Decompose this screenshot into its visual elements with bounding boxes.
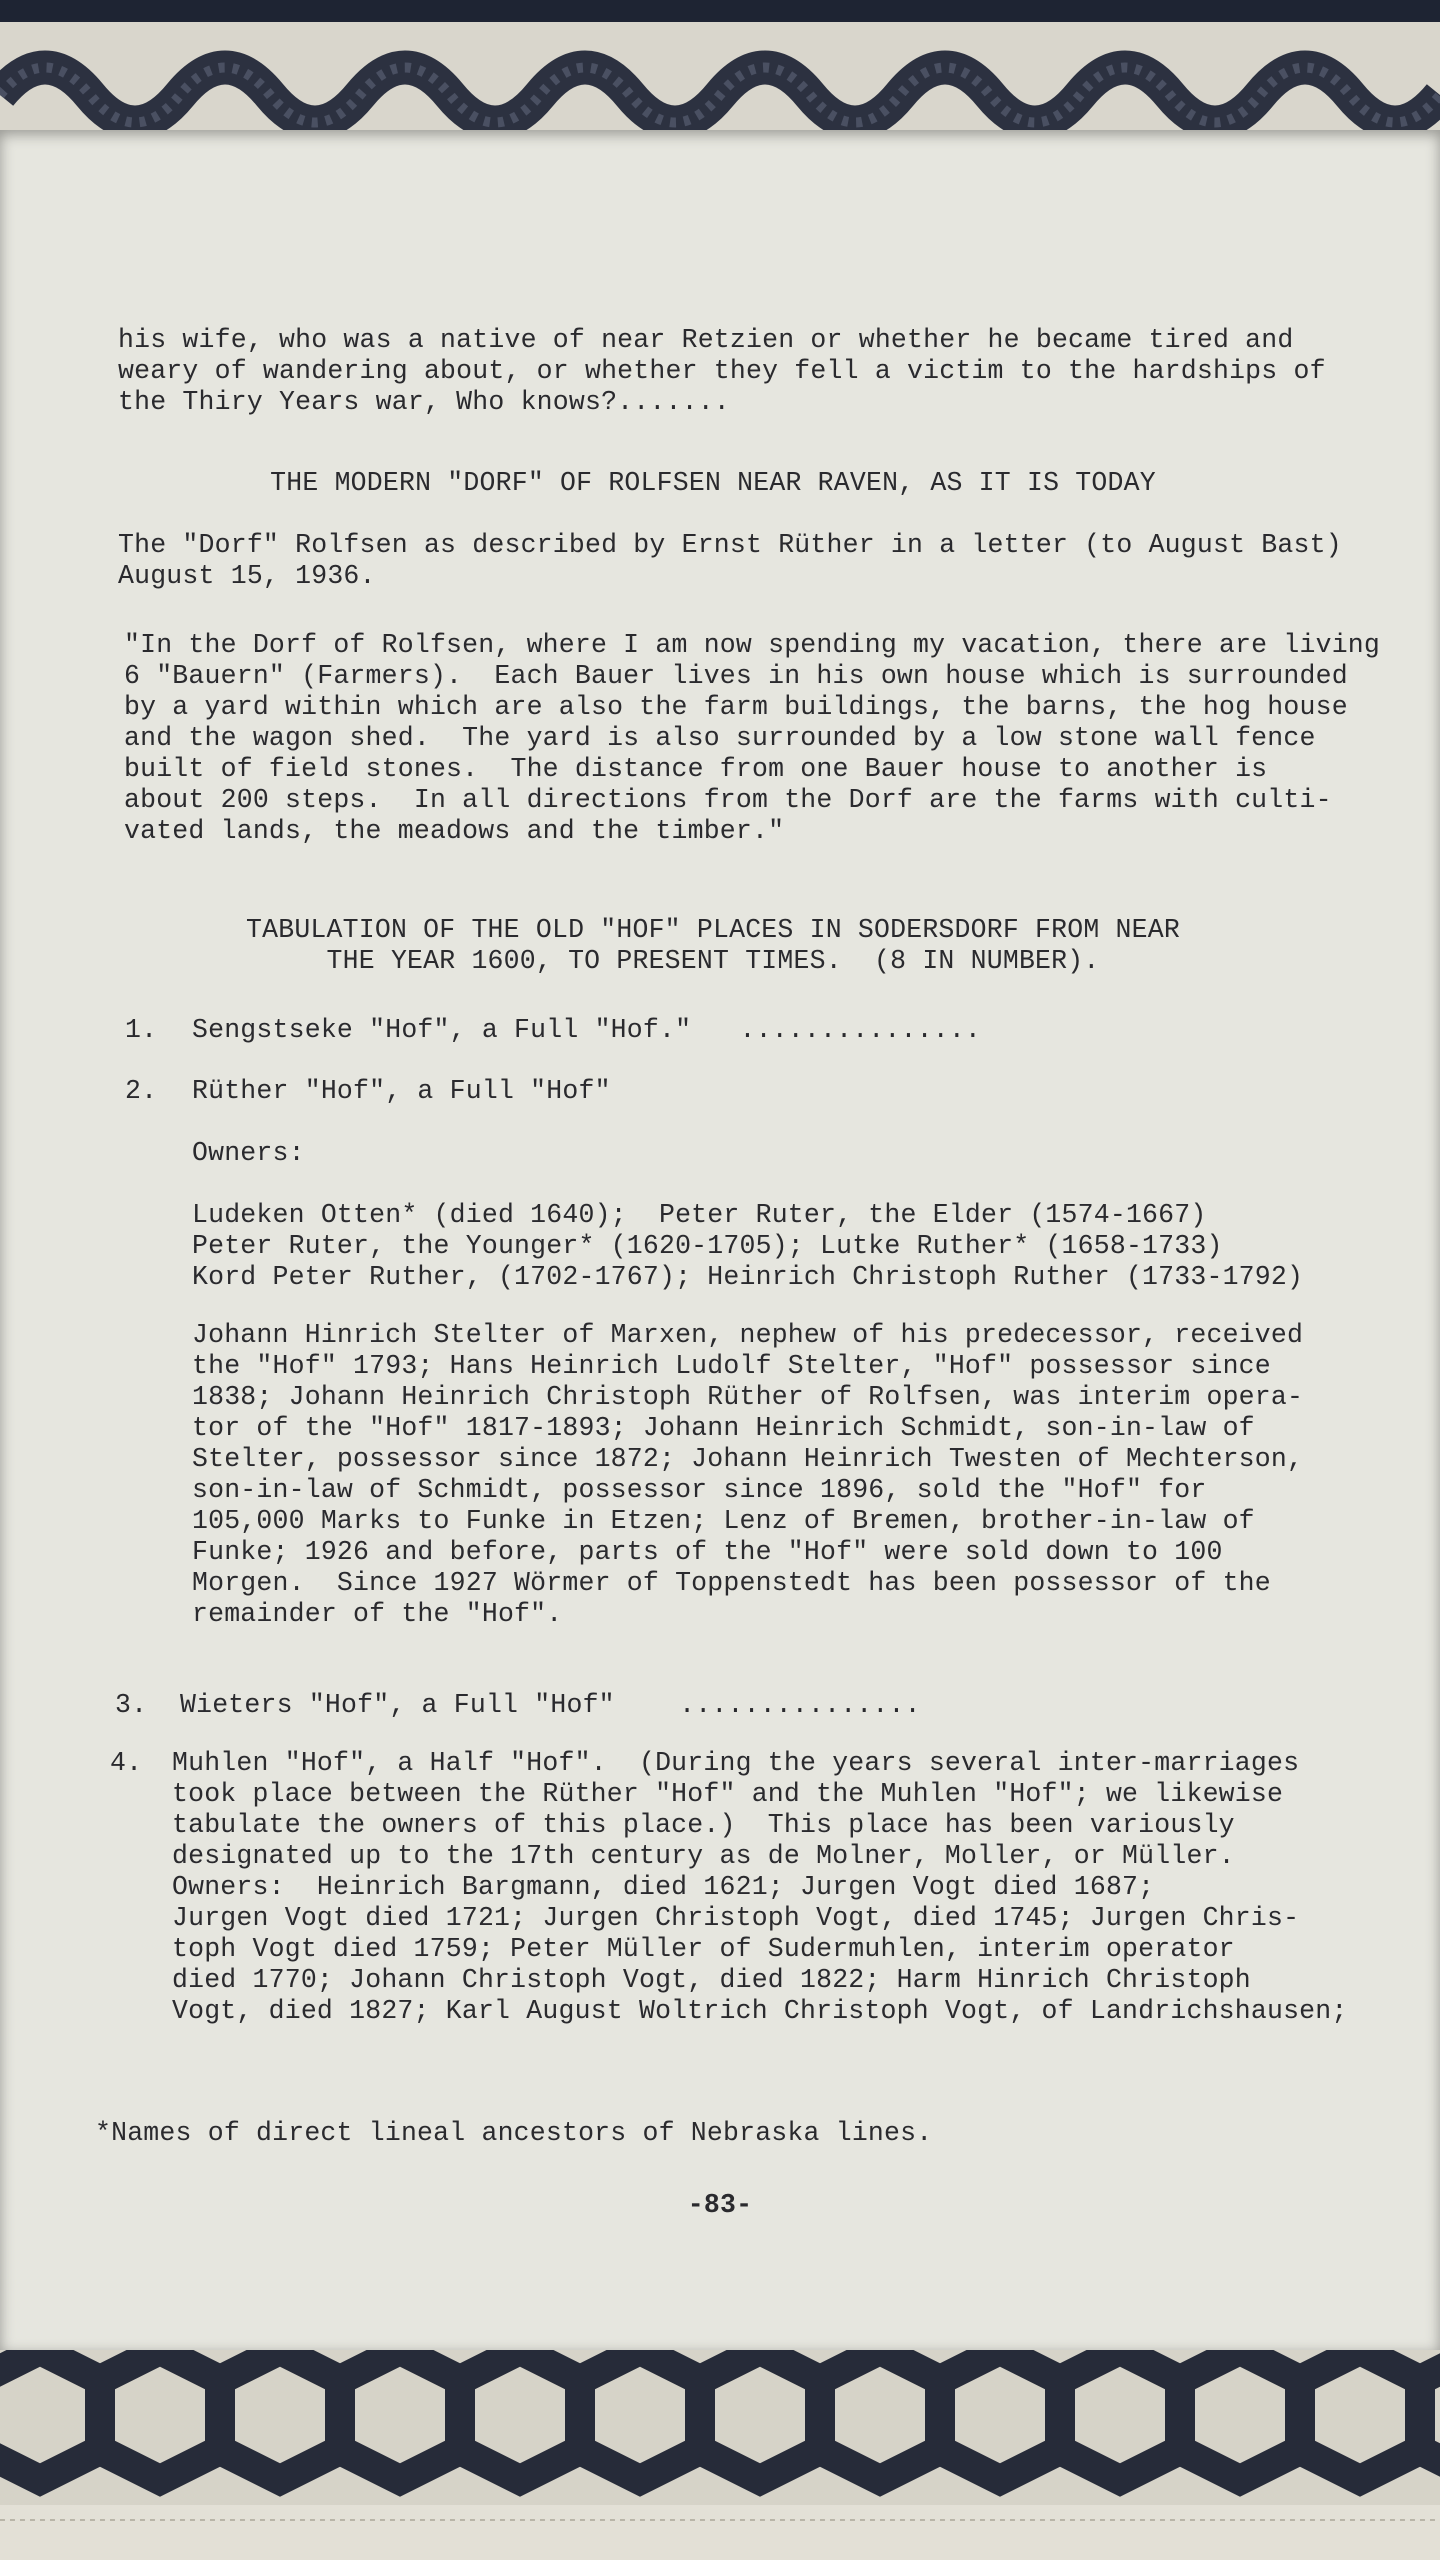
rug-border-bottom [0,2320,1440,2560]
text-line: his wife, who was a native of near Retzien or whether he became tired and [118,325,1294,355]
item-text-block [172,1748,1348,2027]
text-line: remainder of the "Hof". [192,1599,563,1629]
page-number: -83- [687,2190,753,2220]
text-line: and the wagon shed. The yard is also surrounded by a low stone wall fence [124,723,1316,753]
item-number: 2. [125,1076,158,1106]
text-line: Stelter, possessor since 1872; Johann Heinrich Twesten of Mechterson, [192,1444,1304,1474]
text-line: 6 "Bauern" (Farmers). Each Bauer lives in his own house which is surrounded [124,661,1348,691]
text-line: weary of wandering about, or whether they fell a victim to the hardships of [118,356,1326,386]
text-line: "In the Dorf of Rolfsen, where I am now spending my vacation, there are living [124,630,1381,660]
text-line: the "Hof" 1793; Hans Heinrich Ludolf Stelter, "Hof" possessor since [192,1351,1271,1381]
owners-list [192,1200,1303,1293]
text-line: Owners: Heinrich Bargmann, died 1621; Jurgen Vogt died 1687; [172,1872,1155,1902]
text-line: Morgen. Since 1927 Wörmer of Toppenstedt has been possessor of the [192,1568,1271,1598]
text-line: Funke; 1926 and before, parts of the "Hof" were sold down to 100 [192,1537,1223,1567]
stelter-paragraph [192,1320,1303,1630]
text-line: designated up to the 17th century as de Molner, Moller, or Müller. [172,1841,1235,1871]
item-number: 3. [115,1690,148,1720]
rug-border-top [0,0,1440,150]
text-line: tabulate the owners of this place.) This place has been variously [172,1810,1235,1840]
intro-paragraph [118,325,1338,418]
heading-text: TABULATION OF THE OLD "HOF" PLACES IN SODERSDORF FROM NEAR [246,915,1180,945]
text-line: by a yard within which are also the farm buildings, the barns, the hog house [124,692,1348,722]
text-line: son-in-law of Schmidt, possessor since 1896, sold the "Hof" for [192,1475,1207,1505]
item-text: Rüther "Hof", a Full "Hof" [192,1076,611,1106]
text-line: 105,000 Marks to Funke in Etzen; Lenz of Bremen, brother-in-law of [192,1506,1255,1536]
item-text: Wieters "Hof", a Full "Hof" ............... [180,1690,921,1720]
owners-label: Owners: [192,1138,305,1168]
text-line: about 200 steps. In all directions from the Dorf are the farms with culti- [124,785,1332,815]
heading-tabulation [118,915,1308,977]
text-line: Ludeken Otten* (died 1640); Peter Ruter, the Elder (1574-1667) [192,1200,1207,1230]
item-number: 1. [125,1015,158,1045]
text-line: 1838; Johann Heinrich Christoph Rüther of Rolfsen, was interim opera- [192,1382,1304,1412]
footnote: *Names of direct lineal ancestors of Nebraska lines. [95,2118,933,2148]
text-line: The "Dorf" Rolfsen as described by Ernst Rüther in a letter (to August Bast) [118,530,1342,560]
text-line: built of field stones. The distance from one Bauer house to another is [124,754,1268,784]
heading-modern-dorf [118,468,1308,499]
text-line: Kord Peter Ruther, (1702-1767); Heinrich Christoph Ruther (1733-1792) [192,1262,1304,1292]
text-line: toph Vogt died 1759; Peter Müller of Sudermuhlen, interim operator [172,1934,1235,1964]
item-number: 4. [110,1748,143,1778]
text-line: vated lands, the meadows and the timber." [124,816,785,846]
text-line: Peter Ruter, the Younger* (1620-1705); Lutke Ruther* (1658-1733) [192,1231,1223,1261]
text-line: Jurgen Vogt died 1721; Jurgen Christoph Vogt, died 1745; Jurgen Chris- [172,1903,1300,1933]
text-line: Muhlen "Hof", a Half "Hof". (During the years several inter-marriages [172,1748,1300,1778]
text-line: tor of the "Hof" 1817-1893; Johann Heinrich Schmidt, son-in-law of [192,1413,1255,1443]
heading-text: THE YEAR 1600, TO PRESENT TIMES. (8 IN NUMBER). [326,946,1100,976]
text-line: August 15, 1936. [118,561,376,591]
text-line: the Thiry Years war, Who knows?....... [118,387,730,417]
heading-text: THE MODERN "DORF" OF ROLFSEN NEAR RAVEN, AS IT IS TODAY [270,468,1156,498]
text-line: Vogt, died 1827; Karl August Woltrich Christoph Vogt, of Landrichshausen; [172,1996,1348,2026]
item-text: Sengstseke "Hof", a Full "Hof." ............... [192,1015,982,1045]
document-page [0,130,1440,2350]
text-line: took place between the Rüther "Hof" and the Muhlen "Hof"; we likewise [172,1779,1284,1809]
text-line: Johann Hinrich Stelter of Marxen, nephew of his predecessor, received [192,1320,1304,1350]
letter-intro [118,530,1342,592]
quoted-letter [124,630,1381,847]
text-line: died 1770; Johann Christoph Vogt, died 1822; Harm Hinrich Christoph [172,1965,1251,1995]
